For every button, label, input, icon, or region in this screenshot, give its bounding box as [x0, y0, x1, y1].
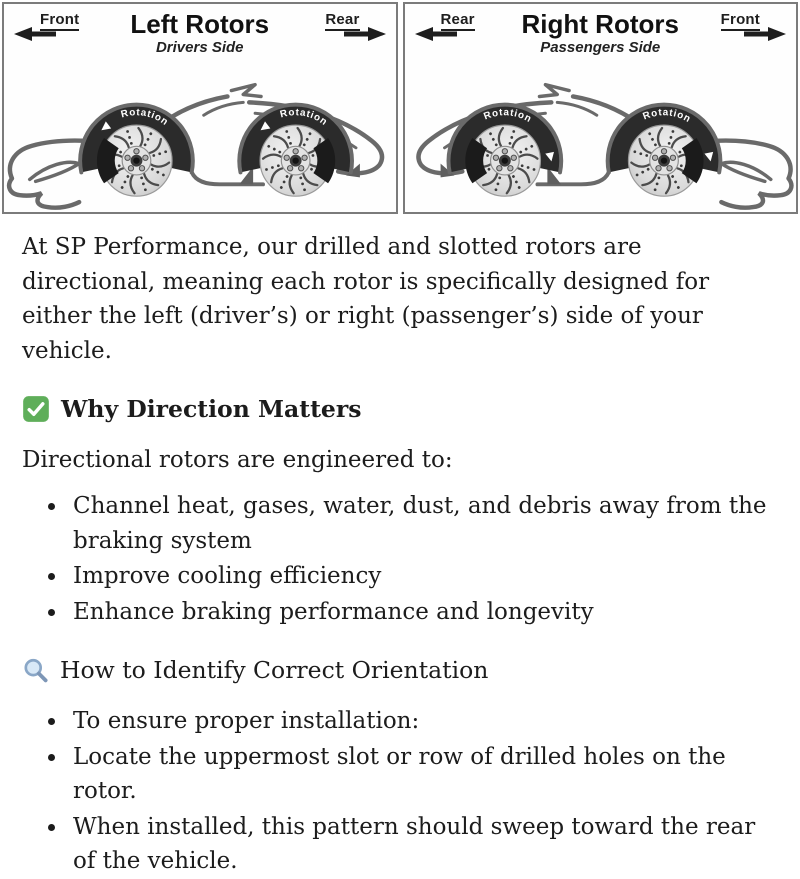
- left-panel-header: [4, 4, 396, 56]
- right-arrow-icon: [744, 26, 786, 42]
- orientation-heading: [22, 656, 774, 684]
- magnifier-icon: [22, 657, 49, 684]
- list-item: • Enhance braking performance and longevity: [68, 595, 774, 630]
- front-direction-indicator: [694, 11, 786, 49]
- list-item: • Locate the uppermost slot or row of drilled holes on the rotor.: [68, 740, 774, 809]
- why-direction-heading-text: Why Direction Matters: [61, 395, 362, 423]
- list-item: • When installed, this pattern should sweep toward the rear of the vehicle.: [68, 810, 774, 879]
- svg-text:Rotation: Rotation: [278, 107, 330, 129]
- rear-label: Rear: [441, 11, 475, 31]
- right-panel-header: [405, 4, 797, 56]
- engineered-lead: Directional rotors are engineered to:: [22, 447, 453, 473]
- right-arrow-icon: [344, 26, 386, 42]
- intro-paragraph: At SP Performance, our drilled and slotted rotors are directional, meaning each rotor is specifically designed for either the left (driver’s) or right (passenger’s) side of your vehicle.: [22, 234, 710, 364]
- right-panel-subtitle: Passengers Side: [540, 39, 661, 56]
- left-panel-subtitle: Drivers Side: [155, 39, 244, 56]
- left-arrow-icon: [14, 26, 56, 42]
- right-panel-title-block: [507, 11, 695, 56]
- front-label: Front: [721, 11, 760, 31]
- left-car-illustration: [4, 56, 396, 210]
- orientation-list: [22, 704, 774, 879]
- right-rotors-panel: [403, 2, 799, 214]
- benefits-list: [22, 489, 774, 629]
- front-direction-indicator: [14, 11, 106, 49]
- front-label: Front: [40, 11, 79, 31]
- left-rotors-panel: [2, 2, 398, 214]
- svg-text:Rotation: Rotation: [119, 107, 171, 129]
- why-direction-heading: [22, 395, 774, 423]
- rear-direction-indicator: [294, 11, 386, 49]
- rear-direction-indicator: [415, 11, 507, 49]
- list-item: • To ensure proper installation:: [68, 704, 774, 739]
- list-item: • Channel heat, gases, water, dust, and debris away from the braking system: [68, 489, 774, 558]
- left-arrow-icon: [415, 26, 457, 42]
- right-panel-title: Right Rotors: [521, 9, 679, 39]
- check-icon: [22, 395, 50, 423]
- rear-label: Rear: [325, 11, 359, 31]
- svg-text:Rotation: Rotation: [640, 107, 693, 126]
- left-panel-title-block: [106, 11, 294, 56]
- rotor-direction-diagram: [0, 0, 800, 214]
- article-body: [0, 230, 800, 879]
- list-item: • Improve cooling efficiency: [68, 559, 774, 594]
- left-panel-title: Left Rotors: [130, 9, 270, 39]
- svg-text:Rotation: Rotation: [481, 107, 534, 126]
- right-car-illustration: [405, 56, 797, 210]
- orientation-heading-text: How to Identify Correct Orientation: [60, 656, 489, 684]
